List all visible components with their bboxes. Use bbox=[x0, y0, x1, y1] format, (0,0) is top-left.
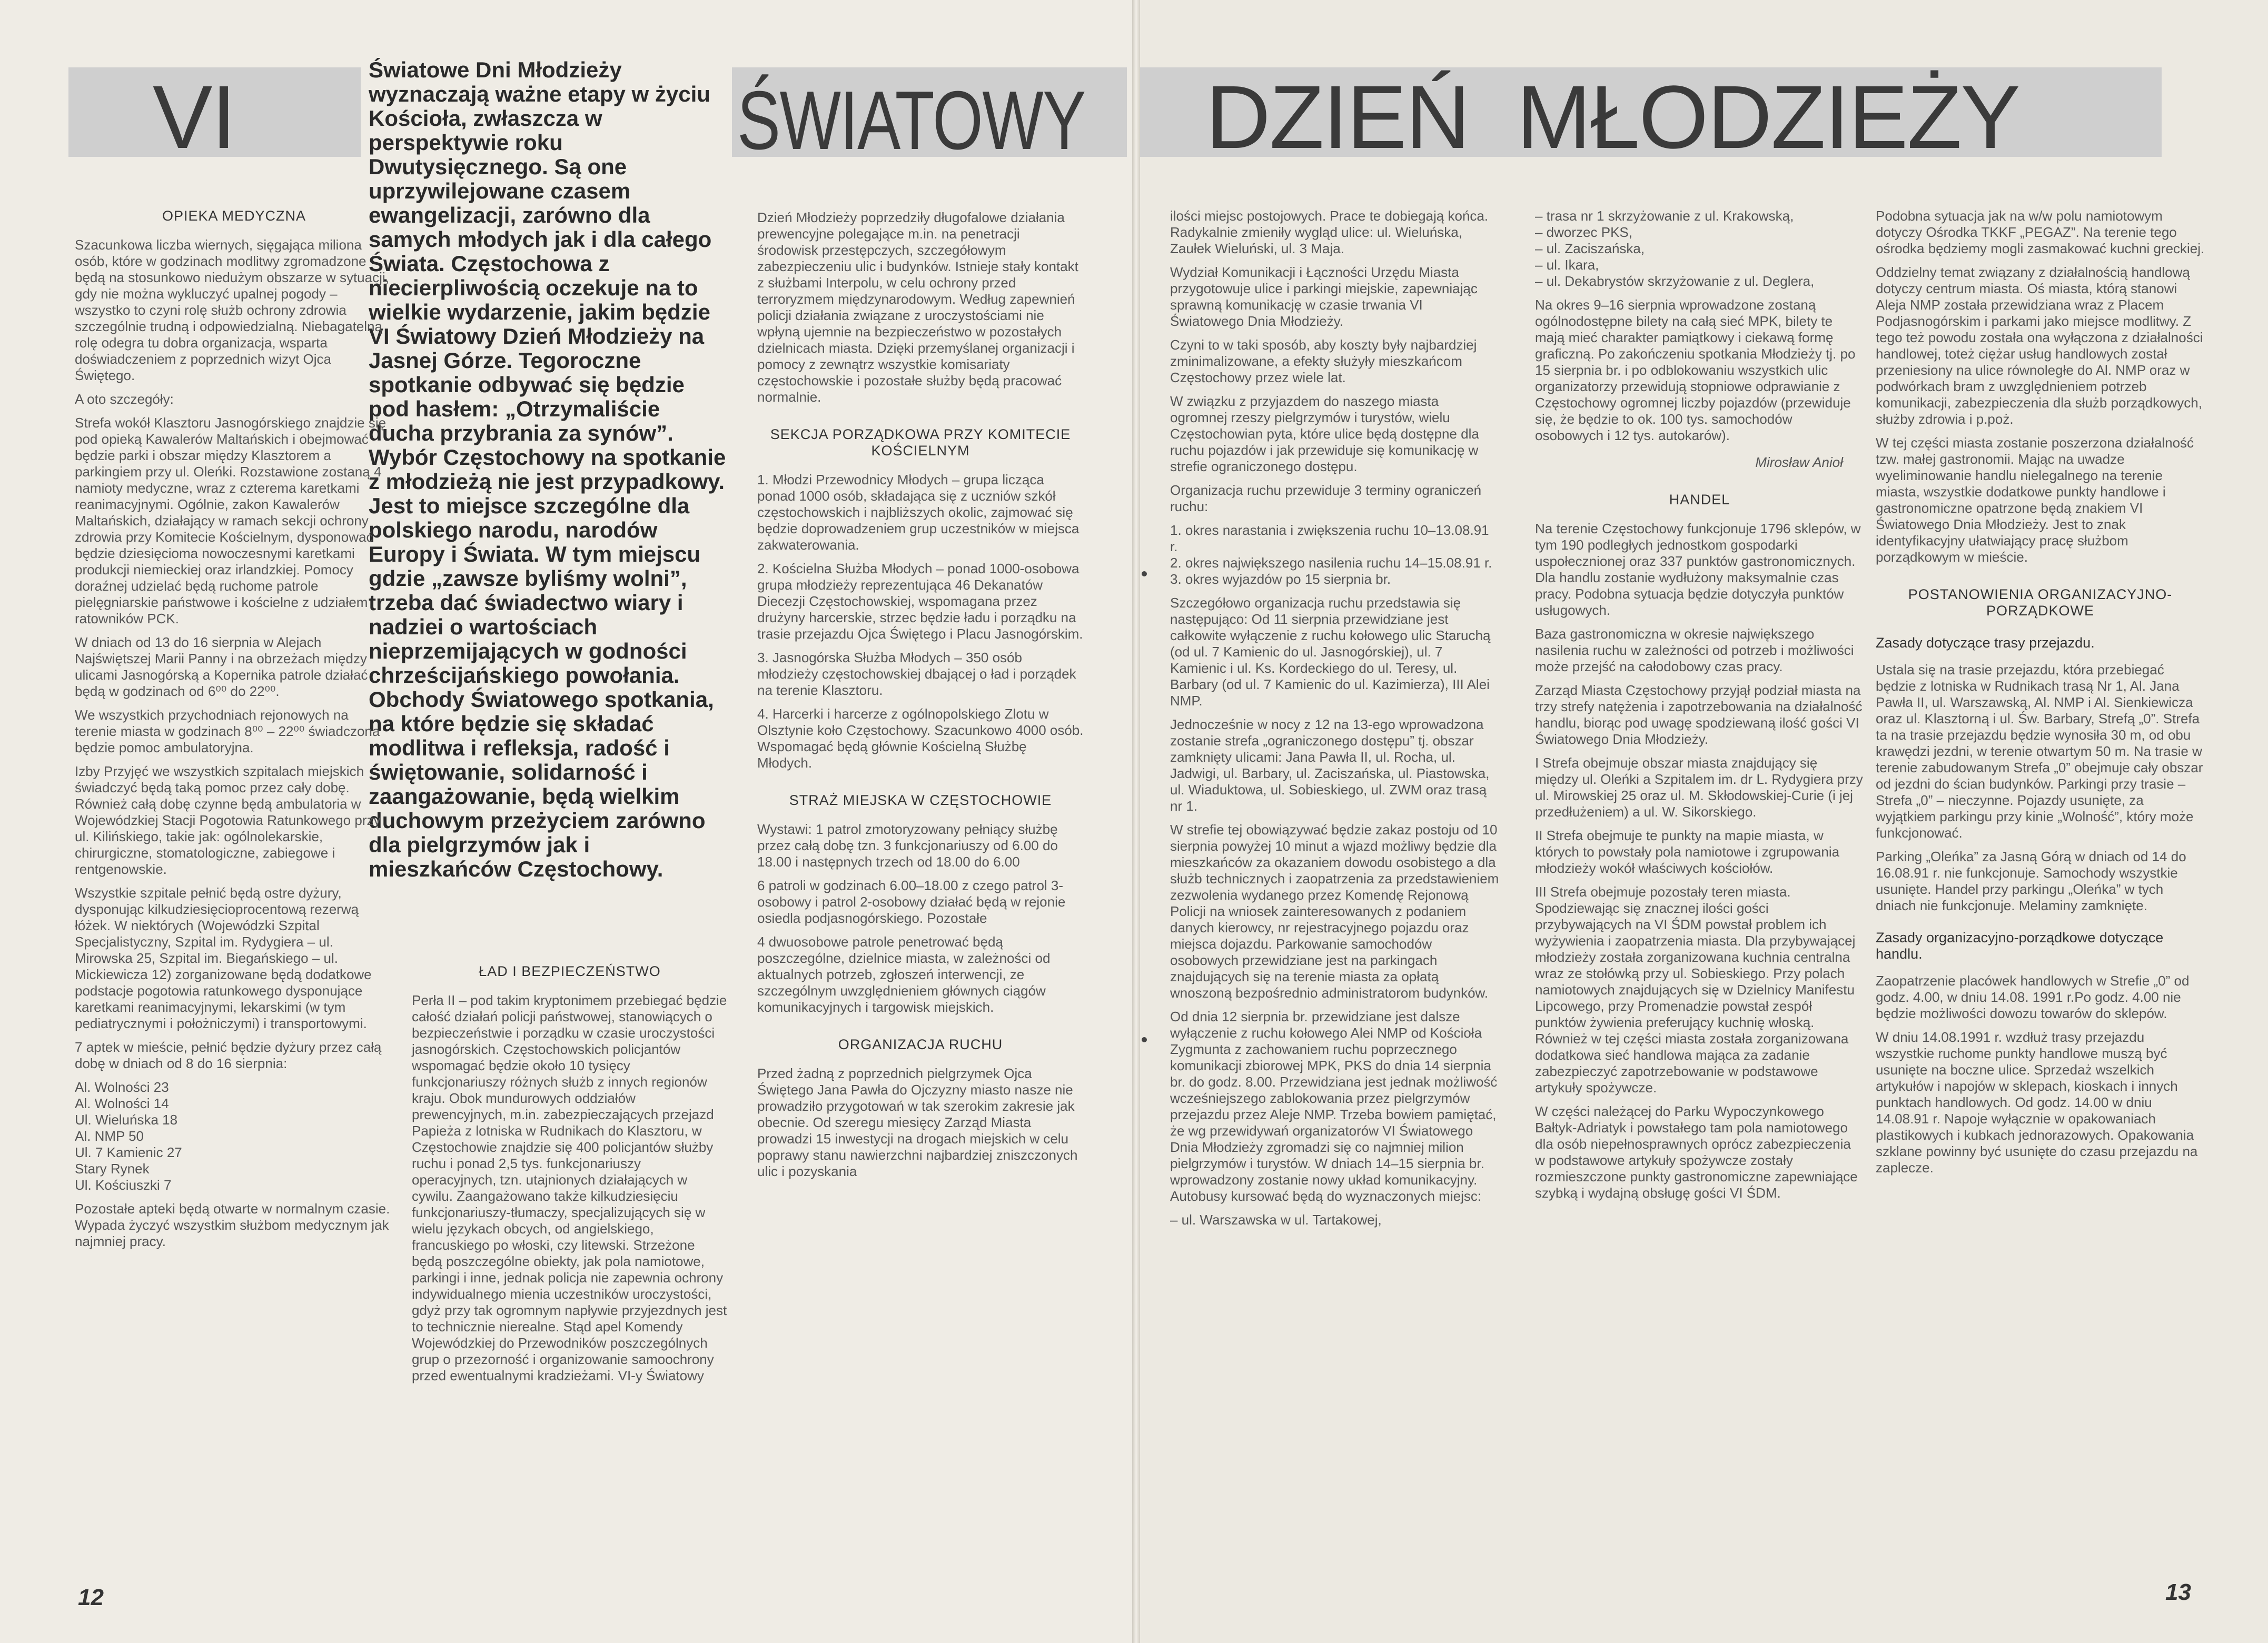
paragraph: Zarząd Miasta Częstochowy przyjął podział miasta na trzy strefy natężenia i zapotrzebowania na działalność handlu, biorąc pod uwagę spodziewaną ilość gości VI Światowego Dnia Młodzieży. bbox=[1535, 682, 1863, 747]
lead-paragraph: Światowe Dni Młodzieży wyznaczają ważne etapy w życiu Kościoła, zwłaszcza w perspektywie roku Dwutysięcznego. Są one uprzywilejowane czasem ewangelizacji, zarówno dla samych młodych jak i dla całego Świata. Częstochowa z niecierpliwością oczekuje na to wielkie wydarzenie, jakim będzie VI Światowy Dzień Młodzieży na Jasnej Górze. Tegoroczne spotkanie odbywać się będzie pod hasłem: „Otrzymaliście ducha przybrania za synów”. Wybór Częstochowy na spotkanie z młodzieżą nie jest przypadkowy. Jest to miejsce szczególne dla polskiego narodu, narodów Europy i Świata. W tym miejscu gdzie „zawsze byliśmy wolni”, trzeba dać świadectwo wiary i nadziei o wartościach nieprzemijających w godności chrześcijańskiego powołania. Obchody Światowego spotkania, na które będzie się składać modlitwa i refleksja, radość i świętowanie, solidarność i zaangażowanie, będą wielkim duchowym przeżyciem zarówno dla pielgrzymów jak i mieszkańców Częstochowy. bbox=[369, 57, 726, 881]
author-signature: Mirosław Anioł bbox=[1755, 454, 1843, 470]
list-item: – ul. Zaciszańska, bbox=[1535, 241, 1645, 256]
list-item: Ul. 7 Kamienic 27 bbox=[75, 1144, 182, 1160]
list-item: Al. Wolności 14 bbox=[75, 1096, 169, 1111]
paragraph: We wszystkich przychodniach rejonowych na terenie miasta w godzinach 8⁰⁰ – 22⁰⁰ świadczona będzie pomoc ambulatoryjna. bbox=[75, 707, 380, 755]
column-regulations bbox=[1876, 208, 2205, 1183]
paragraph: Perła II – pod takim kryptonimem przebiegać będzie całość działań policji państwowej, stanowiących o bezpieczeństwie i porządku w czasie uroczystości jasnogórskich. Częstochowskich policjantów wspomagać będzie około 10 tysięcy funkcjonariuszy różnych służb z innych regionów kraju. Obok mundurowych oddziałów prewencyjnych, m.in. zabezpieczających przejazd Papieża z lotniska w Rudnikach do Klasztoru, w Częstochowie znajdzie się 400 policjantów służby ruchu i ponad 2,5 tys. funkcjonariuszy operacyjnych, tzn. utajnionych działających w cywilu. Zaangażowano także kilkudziesięciu funkcjonariuszy-tłumaczy, specjalizujących się w wielu językach obcych, od angielskiego, francuskiego po włoski, czy litewski. Strzeżone będą poszczególne obiekty, jak pola namiotowe, parkingi i inne, jednak policja nie zapewnia ochrony indywidualnego mienia uczestników uroczystości, gdyż przy tak ogromnym napływie przyjezdnych jest to technicznie nierealne. Stąd apel Komendy Wojewódzkiej do Przewodników poszczególnych grup o przezorność i organizowanie samoochrony przed ewentualnymi kradzieżami. VI-y Światowy bbox=[412, 992, 727, 1383]
paragraph: Na okres 9–16 sierpnia wprowadzone zostaną ogólnodostępne bilety na całą sieć MPK, bilety te mają mieć charakter pamiątkowy i ciekawą formę graficzną. Po zakończeniu spotkania Młodzieży tj. po 15 sierpnia br. i po odblokowaniu wszystkich ulic organizatorzy przewidują stopniowe odprawianie z Częstochowy ogromnej liczby pojazdów (przewiduje się, że będzie to ok. 100 tys. samochodów osobowych i 12 tys. autokarów). bbox=[1535, 297, 1856, 443]
paragraph: Szczegółowo organizacja ruchu przedstawia się następująco: Od 11 sierpnia przewidziane jest całkowite wyłączenie z ruchu kołowego ulic Staruchą (od ul. 7 Kamienic do ul. Jasnogórskiej), ul. 7 Kamienic i ul. Ks. Kordeckiego do ul. Teresy, ul. Barbary (od ul. 7 Kamienic do ul. Kazimierza), III Alei NMP. bbox=[1170, 595, 1491, 709]
paragraph: 2. okres największego nasilenia ruchu 14–15.08.91 r. bbox=[1170, 555, 1492, 571]
paragraph: 3. Jasnogórska Służba Młodych – 350 osób młodzieży częstochowskiej dbającej o ład i porządek na terenie Klasztoru. bbox=[757, 650, 1076, 698]
section-heading-traffic: ORGANIZACJA RUCHU bbox=[838, 1037, 1003, 1052]
header-word-swiatowy: ŚWIATOWY bbox=[737, 74, 1085, 167]
column-security bbox=[412, 963, 728, 1391]
list-item: Ul. Wieluńska 18 bbox=[75, 1112, 178, 1128]
pharmacy-list bbox=[75, 1079, 393, 1193]
binding-mark bbox=[1142, 571, 1147, 576]
paragraph: 3. okres wyjazdów po 15 sierpnia br. bbox=[1170, 571, 1391, 587]
paragraph: Na terenie Częstochowy funkcjonuje 1796 sklepów, w tym 190 podległych jednostkom gospodarki uspołecznionej oraz 337 punktów gastronomicznych. Dla handlu zostanie wydłużony maksymalnie czas pracy. Podobna sytuacja będzie dotyczyła punktów usługowych. bbox=[1535, 521, 1861, 618]
subheading-route: Zasady dotyczące trasy przejazdu. bbox=[1876, 635, 2095, 651]
paragraph: Wydział Komunikacji i Łączności Urzędu Miasta przygotowuje ulice i parkingi miejskie, zapewniając sprawną komunikację w czasie trwania VI Światowego Dnia Młodzieży. bbox=[1170, 264, 1478, 329]
paragraph: ilości miejsc postojowych. Prace te dobiegają końca. Radykalnie zmieniły wygląd ulice: ul. Wieluńska, Zaułek Wieluński, ul. 3 Maja. bbox=[1170, 208, 1489, 256]
paragraph: Parking „Oleńka” za Jasną Górą w dniach od 14 do 16.08.91 r. nie funkcjonuje. Samochody wszystkie usunięte. Handel przy parkingu „Oleńka” w tych dniach nie funkcjonuje. Melaminy zamknięte. bbox=[1876, 849, 2186, 913]
paragraph: W tej części miasta zostanie poszerzona działalność tzw. małej gastronomii. Mając na uwadze wyeliminowanie handlu nielegalnego na terenie miasta, wszystkie dodatkowe punkty handlowe i gastronomiczne opatrzone będą znakiem VI Światowego Dnia Młodzieży. Jest to znak identyfikacyjny ułatwiający pracę służbom porządkowym w mieście. bbox=[1876, 435, 2194, 565]
paragraph: Dzień Młodzieży poprzedziły długofalowe działania prewencyjne polegające m.in. na penetracji środowisk przestępczych, szczegółowym zabezpieczeniu ulic i budynków. Istnieje stały kontakt z służbami Interpolu, w celu ochrony przed terroryzmem międzynarodowym. Według zapewnień policji działania związane z uroczystościami nie wpłyną ujemnie na bezpieczeństwo w pozostałych dzielnicach miasta. Dzięki przemyślanej organizacji i pomocy z zewnątrz wszystkie komisariaty częstochowskie i pozostałe służby będą pracować normalnie. bbox=[757, 210, 1078, 405]
paragraph: Pozostałe apteki będą otwarte w normalnym czasie. bbox=[75, 1201, 390, 1217]
paragraph: Od dnia 12 sierpnia br. przewidziane jest dalsze wyłączenie z ruchu kołowego Alei NMP od Kościoła Zygmunta z zachowaniem ruchu poprzecznego komunikacji zbiorowej MPK, PKS do dnia 14 sierpnia br. do godz. 8.00. Przewidziana jest jednak możliwość wcześniejszego zablokowania przez pielgrzymów przejazdu przez Aleje NMP. Trzeba bowiem pamiętać, że wg przewidywań organizatorów VI Światowego Dnia Młodzieży zgromadzi się co najmniej milion pielgrzymów i turystów. W dniach 14–15 sierpnia br. wprowadzony zostanie nowy układ komunikacyjny. Autobusy kursować będą do wyznaczonych miejsc: bbox=[1170, 1009, 1498, 1204]
list-item: – trasa nr 1 skrzyżowanie z ul. Krakowską, bbox=[1535, 208, 1794, 224]
binding-mark bbox=[1142, 1037, 1147, 1042]
paragraph: Szacunkowa liczba wiernych, sięgająca miliona osób, które w godzinach modlitwy zgromadzone będą na stosunkowo niedużym obszarze w sytuacji, gdy nie można wykluczyć upalnej pogody – wszystko to czyni rolę służb ochrony zdrowia szczególnie trudną i odpowiedzialną. Niebagatelną rolę odegra tu dobra organizacja, wsparta doświadczeniem z poprzednich wizyt Ojca Świętego. bbox=[75, 237, 389, 383]
paragraph: 7 aptek w mieście, pełnić będzie dyżury przez całą dobę w dniach od 8 do 16 sierpnia: bbox=[75, 1039, 382, 1071]
paragraph: Jednocześnie w nocy z 12 na 13-ego wprowadzona zostanie strefa „ograniczonego dostępu” tj. obszar zamknięty ulicami: Jana Pawła II, ul. Rocha, ul. Jadwigi, ul. Barbary, ul. Zaciszańska, ul. Piastowska, ul. Wiaduktowa, ul. Sobieskiego, ul. ZWM oraz trasą nr 1. bbox=[1170, 716, 1490, 814]
paragraph: Wystawi: 1 patrol zmotoryzowany pełniący służbę przez całą dobę tzn. 3 funkcjonariuszy od 6.00 do 18.00 i następnych trzech od 18.00 do 6.00 bbox=[757, 821, 1058, 870]
column-medical bbox=[75, 208, 393, 1257]
list-item: – ul. Ikara, bbox=[1535, 257, 1599, 273]
paragraph: 2. Kościelna Służba Młodych – ponad 1000-osobowa grupa młodzieży reprezentująca 46 Dekanatów Diecezji Częstochowskiej, wspomagana przez drużyny harcerskie, strzec będzie ładu i porządku na trasie przejazdu Ojca Świętego i Placu Jasnogórskim. bbox=[757, 561, 1083, 642]
column-traffic bbox=[1170, 208, 1499, 1236]
paragraph: Wszystkie szpitale pełnić będą ostre dyżury, dysponując kilkudziesięcioprocentową rezerwą łóżek. W niektórych (Wojewódzki Szpital Specjalistyczny, Szpital im. Rydygiera – ul. Mirowska 25, Szpital im. Biegańskiego – ul. Mickiewicza 12) zorganizowane będą dodatkowe podstacje pogotowia ratunkowego dysponujące karetkami reanimacyjnymi, lekarskimi (w tym pediatrycznymi i położniczymi) i transportowymi. bbox=[75, 885, 372, 1031]
paragraph: Czyni to w taki sposób, aby koszty były najbardziej zminimalizowane, a efekty służyły mieszkańcom Częstochowy przez wiele lat. bbox=[1170, 337, 1477, 385]
paragraph: Strefa wokół Klasztoru Jasnogórskiego znajdzie się pod opieką Kawalerów Maltańskich i obejmować będzie parki i obszar między Klasztorem a parkingiem przy ul. Oleńki. Rozstawione zostaną 4 namioty medyczne, wraz z czterema karetkami reanimacyjnymi. Ogólnie, zakon Kawalerów Maltańskich, działający w ramach sekcji ochrony zdrowia przy Komitecie Kościelnym, dysponować będzie dziesięcioma nowoczesnymi karetkami produkcji niemieckiej oraz irlandzkiej. Pomocy doraźnej udzielać będą ruchome patrole pielęgniarskie państwowe i kościelne z udziałem ratowników PCK. bbox=[75, 415, 387, 626]
header-word-dzien: DZIEŃ bbox=[1206, 67, 1469, 167]
section-heading-order: SEKCJA PORZĄDKOWA PRZY KOMITECIE KOŚCIELNYM bbox=[770, 426, 1071, 459]
page-number-right: 13 bbox=[2165, 1579, 2191, 1605]
header-word-mlodziezy: MŁODZIEŻY bbox=[1517, 67, 2019, 167]
paragraph: Oddzielny temat związany z działalnością handlową dotyczy centrum miasta. Oś miasta, którą stanowi Aleja NMP została przewidziana wraz z Placem Podjasnogórskim i parkami jako miejsce modlitwy. Z tego też powodu została ona wyłączona z działalności handlowej, toteż ciężar usług handlowych został przeniesiony na ulice równoległe do Al. NMP oraz w podwórkach bram z uwzględnieniem potrzeb komunikacji, zabezpieczenia dla służb porządkowych, służby zdrowia i p.poż. bbox=[1876, 264, 2203, 427]
list-item: Stary Rynek bbox=[75, 1161, 150, 1177]
paragraph: Podobna sytuacja jak na w/w polu namiotowym dotyczy Ośrodka TKKF „PEGAZ”. Na terenie tego ośrodka będziemy mogli zasmakować kuchni greckiej. bbox=[1876, 208, 2205, 256]
paragraph: 4. Harcerki i harcerze z ogólnopolskiego Zlotu w Olsztynie koło Częstochowy. Szacunkowo 4000 osób. Wspomagać będą głównie Kościelną Służbę Młodych. bbox=[757, 706, 1084, 771]
paragraph: I Strefa obejmuje obszar miasta znajdujący się między ul. Oleńki a Szpitalem im. dr L. Rydygiera przy ul. Mirowskiej 25 oraz ul. M. Skłodowskiej-Curie (i jej przedłużeniem) a ul. W. Sikorskiego. bbox=[1535, 755, 1863, 820]
paragraph: W dniu 14.08.1991 r. wzdłuż trasy przejazdu wszystkie ruchome punkty handlowe muszą być usunięte na boczne ulice. Sprzedaż wszelkich artykułów i napojów w sklepach, kioskach i innych punktach handlowych. Od godz. 14.00 w dniu 14.08.91 r. Napoje wyłącznie w opakowaniach plastikowych i kubkach jednorazowych. Opakowania szklane powinny być usunięte do czasu przejazdu na zaplecze. bbox=[1876, 1029, 2198, 1176]
list-item: – ul. Dekabrystów skrzyżowanie z ul. Deglera, bbox=[1535, 273, 1815, 289]
paragraph: Izby Przyjęć we wszystkich szpitalach miejskich świadczyć będą taką pomoc przez cały dobę. Również całą dobę czynne będą ambulatoria w Wojewódzkiej Stacji Pogotowia Ratunkowego przy ul. Kilińskiego, takie jak: ogólnolekarskie, chirurgiczne, stomatologiczne, zabiegowe i rentgenowskie. bbox=[75, 763, 381, 877]
header-roman-numeral: VI bbox=[153, 67, 235, 167]
paragraph: W związku z przyjazdem do naszego miasta ogromnej rzeszy pielgrzymów i turystów, wielu Częstochowian pyta, które ulice będą dostępne dla ruchu pojazdów i jak przewiduje się komunikację w strefie ograniczonego dostępu. bbox=[1170, 393, 1479, 474]
paragraph: 4 dwuosobowe patrole penetrować będą poszczególne, dzielnice miasta, w zależności od aktualnych potrzeb, zgłoszeń interwencji, ze szczególnym uwzględnieniem głównych ciągów komunikacyjnych i targowisk miejskich. bbox=[757, 934, 1051, 1015]
section-heading-regulations: POSTANOWIENIA ORGANIZACYJNO-PORZĄDKOWE bbox=[1908, 586, 2173, 619]
column-order-section bbox=[757, 210, 1084, 1187]
paragraph: 6 patroli w godzinach 6.00–18.00 z czego patrol 3-osobowy i patrol 2-osobowy działać będą w rejonie osiedla podjasnogórskiego. Pozostałe bbox=[757, 878, 1066, 926]
paragraph: 1. Młodzi Przewodnicy Młodych – grupa licząca ponad 1000 osób, składająca się z uczniów szkół częstochowskich i najbliższych okolic, zajmować się będzie doprowadzeniem grup uczestników w miejsca zakwaterowania. bbox=[757, 472, 1079, 553]
paragraph: Baza gastronomiczna w okresie największego nasilenia ruchu w zależności od potrzeb i możliwości może przejść na całodobowy czas pracy. bbox=[1535, 626, 1854, 674]
section-heading-security: ŁAD I BEZPIECZEŃSTWO bbox=[479, 963, 661, 979]
subheading-trade-rules: Zasady organizacyjno-porządkowe dotyczące handlu. bbox=[1876, 930, 2164, 962]
paragraph: Zaopatrzenie placówek handlowych w Strefie „0” od godz. 4.00, w dniu 14.08. 1991 r.Po godz. 4.00 nie będzie możliwości dowozu towarów do sklepów. bbox=[1876, 973, 2190, 1021]
list-item: Al. Wolności 23 bbox=[75, 1079, 169, 1095]
list-item: Ul. Kościuszki 7 bbox=[75, 1177, 172, 1193]
list-item: Al. NMP 50 bbox=[75, 1128, 144, 1144]
paragraph: Ustala się na trasie przejazdu, która przebiegać będzie z lotniska w Rudnikach trasą Nr 1, Al. Jana Pawła II, ul. Warszawską, Al. NMP i Al. Sienkiewicza oraz ul. Klasztorną i ul. Św. Barbary, Strefą „0”. Strefa ta na trasie przejazdu będzie wynosiła 30 m, od obu krawędzi jezdni, w terenie otwartym 50 m. Na trasie w terenie zabudowanym Strefa „0” obejmuje cały obszar od jezdni do ścian budynków. Parkingi przy trasie – Strefa „0” – nieczynne. Pojazdy usunięte, za wyjątkiem parkingu przy kinie „Wolność”, który może funkcjonować. bbox=[1876, 662, 2203, 841]
paragraph: A oto szczegóły: bbox=[75, 391, 174, 407]
paragraph: III Strefa obejmuje pozostały teren miasta. Spodziewając się znacznej ilości gości przybywających na VI ŚDM powstał problem ich wyżywienia i zaopatrzenia miasta. Dla przybywającej młodzieży została zorganizowana kuchnia centralna wraz ze stołówką przy ul. Sobieskiego. Przy polach namiotowych znajdujących się w Dzielnicy Manifestu Lipcowego, przy Promenadzie powstał zespół punktów żywienia preferujący kuchnię włoską. Również w tej części miasta została zorganizowana dodatkowa sieć handlowa mająca za zadanie zabezpieczyć zapotrzebowanie w podstawowe artykuły spożywcze. bbox=[1535, 884, 1856, 1096]
section-heading-medical: OPIEKA MEDYCZNA bbox=[162, 208, 306, 224]
paragraph: W części należącej do Parku Wypoczynkowego Bałtyk-Adriatyk i powstałego tam pola namiotowego dla osób niepełnosprawnych oprócz zabezpieczenia w podstawowe artykuły spożywcze zostały rozmieszczone punkty gastronomiczne zapewniające szybką i wydajną obsługę gości VI ŚDM. bbox=[1535, 1103, 1858, 1201]
paragraph: Przed żadną z poprzednich pielgrzymek Ojca Świętego Jana Pawła do Ojczyzny miasto nasze nie prowadziło przygotowań w tak szerokim zakresie jak obecnie. Od szeregu miesięcy Zarząd Miasta prowadzi 15 inwestycji na drogach miejskich w celu poprawy stanu nawierzchni najbardziej zniszczonych ulic i pozyskania bbox=[757, 1066, 1078, 1179]
paragraph: – ul. Warszawska w ul. Tartakowej, bbox=[1170, 1212, 1382, 1228]
paragraph: 1. okres narastania i zwiększenia ruchu 10–13.08.91 r. bbox=[1170, 522, 1489, 554]
section-heading-trade: HANDEL bbox=[1669, 492, 1730, 507]
page-number-left: 12 bbox=[78, 1585, 104, 1610]
paragraph: Organizacja ruchu przewiduje 3 terminy ograniczeń ruchu: bbox=[1170, 482, 1482, 514]
paragraph: W strefie tej obowiązywać będzie zakaz postoju od 10 sierpnia powyżej 10 minut a wjazd możliwy będzie dla mieszkańców za okazaniem dowodu osobistego a dla służb technicznych i zaopatrzenia za przedstawieniem zezwolenia wydanego przez Komendę Rejonową Policji na wniosek zainteresowanych z podaniem danych kierowcy, nr rejestracyjnego pojazdu oraz miejsca dojazdu. Parkowanie samochodów osobowych przewidziane jest na parkingach znajdujących się na terenie miasta za opłatą wnoszoną bezpośrednio administratorom budynków. bbox=[1170, 822, 1499, 1001]
column-trade bbox=[1535, 208, 1864, 1209]
paragraph: Wypada życzyć wszystkim służbom medycznym jak najmniej pracy. bbox=[75, 1217, 389, 1249]
list-item: – dworzec PKS, bbox=[1535, 224, 1632, 240]
section-heading-city-guard: STRAŻ MIEJSKA W CZĘSTOCHOWIE bbox=[789, 792, 1052, 808]
paragraph: W dniach od 13 do 16 sierpnia w Alejach Najświętszej Marii Panny i na obrzeżach między ulicami Jasnogórską a Kopernika patrole działać będą w godzinach od 6⁰⁰ do 22⁰⁰. bbox=[75, 634, 368, 699]
paragraph: II Strefa obejmuje te punkty na mapie miasta, w których to powstały pola namiotowe i zgrupowania młodzieży wokół właściwych kościołów. bbox=[1535, 828, 1840, 876]
page-gutter bbox=[1132, 0, 1140, 1643]
